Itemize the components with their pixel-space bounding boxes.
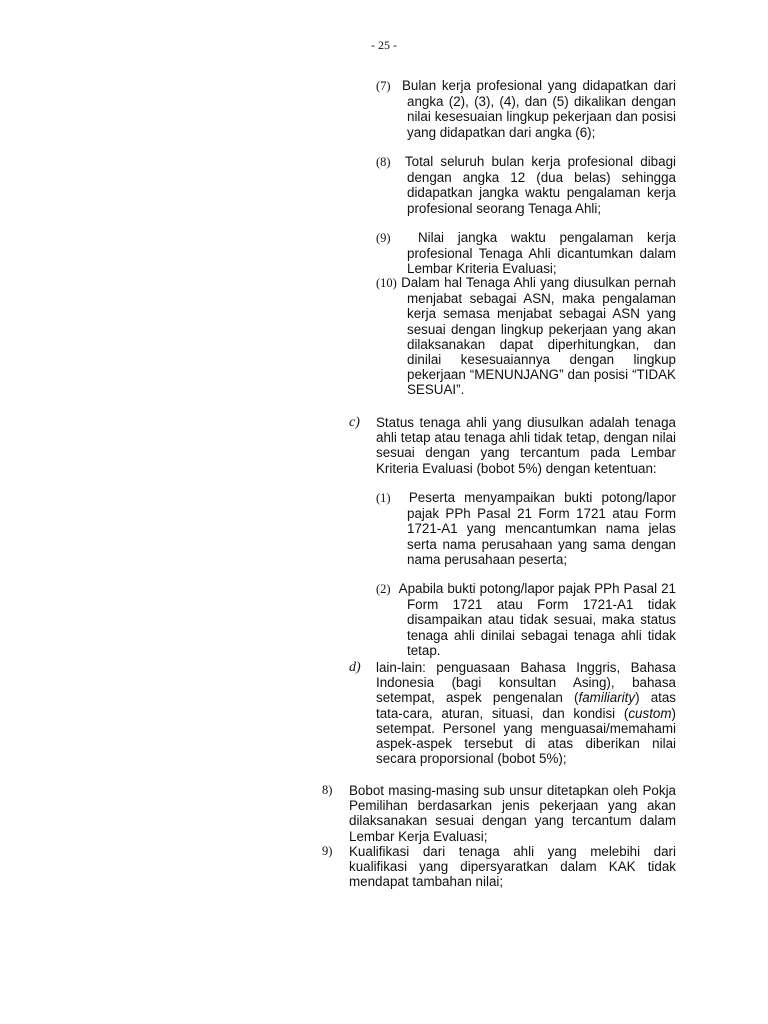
item-text: Apabila bukti potong/lapor pajak PPh Pasal 21 Form 1721 atau Form 1721-A1 tidak disampaikan atau tidak sesuai, maka status tenaga ahli dinilai sebagai tenaga ahli tidak tetap. <box>398 581 676 658</box>
item-marker: 9) <box>322 844 333 858</box>
item-text: Peserta menyampaikan bukti potong/lapor pajak PPh Pasal 21 Form 1721 atau Form 1721-A1 yang mencantumkan nama jelas serta nama perusahaan yang sama dengan nama perusahaan peserta; <box>407 490 676 567</box>
item-marker: (9) <box>376 231 391 245</box>
list-item-c-2 <box>376 581 676 658</box>
item-text: Nilai jangka waktu pengalaman kerja profesional Tenaga Ahli dicantumkan dalam Lembar Kriteria Evaluasi; <box>407 230 676 277</box>
list-item-9 <box>376 230 676 277</box>
list-item-c <box>349 415 676 476</box>
list-item-8-main <box>322 783 676 844</box>
item-text: Bulan kerja profesional yang didapatkan dari angka (2), (3), (4), dan (5) dikalikan dengan nilai kesesuaian lingkup pekerjaan dan posisi yang didapatkan dari angka (6); <box>401 78 676 140</box>
item-marker: d) <box>349 660 361 675</box>
item-text: Status tenaga ahli yang diusulkan adalah tenaga ahli tetap atau tenaga ahli tidak tetap, dengan nilai sesuai dengan yang tercantum pada Lembar Kriteria Evaluasi (bobot 5%) dengan ketentuan: <box>376 415 676 476</box>
item-marker: c) <box>349 415 360 430</box>
item-marker: (8) <box>376 155 391 169</box>
item-text: Dalam hal Tenaga Ahli yang diusulkan pernah menjabat sebagai ASN, maka pengalaman kerja semasa menjabat sebagai ASN yang sesuai dengan lingkup pekerjaan yang akan dilaksanakan dapat diperhitungkan, dan dinilai kesesuaiannya dengan lingkup pekerjaan “MENUNJANG” dan posisi “TIDAK SESUAI”. <box>401 275 676 398</box>
list-item-7 <box>376 78 676 140</box>
item-text: Total seluruh bulan kerja profesional dibagi dengan angka 12 (dua belas) sehingga didapatkan jangka waktu pengalaman kerja profesional seorang Tenaga Ahli; <box>404 154 676 216</box>
list-item-9-main <box>322 844 676 890</box>
list-item-8 <box>376 154 676 216</box>
item-text: lain-lain: penguasaan Bahasa Inggris, Bahasa Indonesia (bagi konsultan Asing), bahasa setempat, aspek pengenalan (familiarity) atas tata-cara, aturan, situasi, dan kondisi (custom) setempat. Personel yang menguasai/memahami aspek-aspek tersebut di atas diberikan nilai secara proporsional (bobot 5%); <box>376 660 677 767</box>
item-marker: 8) <box>322 783 333 797</box>
list-item-10 <box>376 275 676 398</box>
emphasis-term: familiarity <box>578 690 636 706</box>
item-marker: (2) <box>376 582 391 596</box>
list-item-d <box>349 660 677 767</box>
item-marker: (7) <box>376 79 391 93</box>
emphasis-term: custom <box>628 705 672 721</box>
item-text: Bobot masing-masing sub unsur ditetapkan oleh Pokja Pemilihan berdasarkan jenis pekerjaan yang akan dilaksanakan sesuai dengan yang tercantum dalam Lembar Kerja Evaluasi; <box>349 783 676 844</box>
list-item-c-1 <box>376 490 676 567</box>
item-marker: (1) <box>376 491 391 505</box>
item-text: Kualifikasi dari tenaga ahli yang melebihi dari kualifikasi yang dipersyaratkan dalam KAK tidak mendapat tambahan nilai; <box>349 844 676 890</box>
page-number: - 25 - <box>371 38 397 52</box>
item-marker: (10) <box>376 276 397 290</box>
